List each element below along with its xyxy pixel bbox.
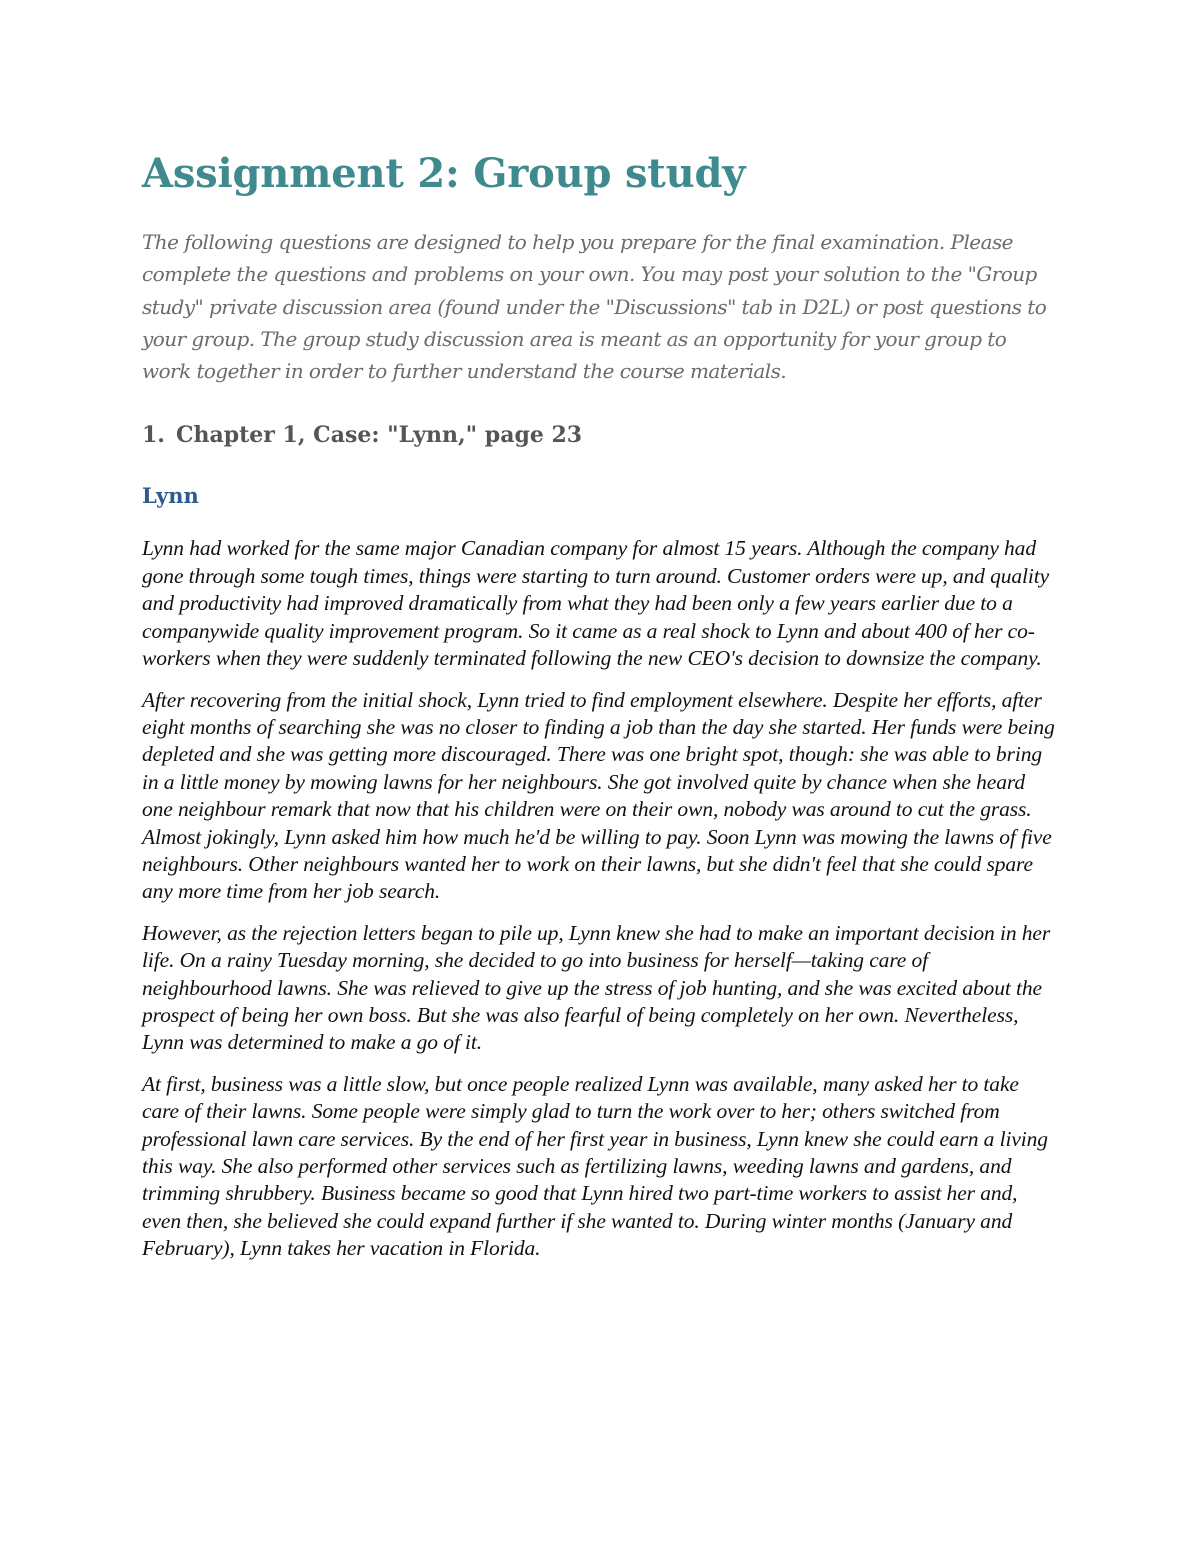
question-text: Chapter 1, Case: "Lynn," page 23 xyxy=(176,422,583,449)
case-paragraph: At first, business was a little slow, but once people realized Lynn was available, many asked her to take care of their lawns. Some people were simply glad to turn the work over to her; others switched from professional lawn care services. By the end of her first year in business, Lynn knew she could earn a living this way. She also performed other services such as fertilizing lawns, weeding lawns and gardens, and trimming shrubbery. Business became so good that Lynn hired two part-time workers to assist her and, even then, she believed she could expand further if she wanted to. During winter months (January and February), Lynn takes her vacation in Florida. xyxy=(142,1071,1048,1261)
document-page xyxy=(142,140,1060,1277)
question-number: 1. xyxy=(142,422,165,449)
case-paragraph: However, as the rejection letters began to pile up, Lynn knew she had to make an important decision in her life. On a rainy Tuesday morning, she decided to go into business for herself—taking care of neighbourhood lawns. She was relieved to give up the stress of job hunting, and she was excited about the prospect of being her own boss. But she was also fearful of being completely on her own. Nevertheless, Lynn was determined to make a go of it. xyxy=(142,920,1051,1055)
case-paragraph: After recovering from the initial shock, Lynn tried to find employment elsewhere. Despite her efforts, after eight months of searching she was no closer to finding a job than the day she started. Her funds were being depleted and she was getting more discouraged. There was one bright spot, though: she was able to bring in a little money by mowing lawns for her neighbours. She got involved quite by chance when she heard one neighbour remark that now that his children were on their own, nobody was around to cut the grass. Almost jokingly, Lynn asked him how much he'd be willing to pay. Soon Lynn was mowing the lawns of five neighbours. Other neighbours wanted her to work on their lawns, but she didn't feel that she could spare any more time from her job search. xyxy=(142,687,1055,904)
case-paragraph: Lynn had worked for the same major Canadian company for almost 15 years. Although the company had gone through some tough times, things were starting to turn around. Customer orders were up, and quality and productivity had improved dramatically from what they had been only a few years earlier due to a companywide quality improvement program. So it came as a real shock to Lynn and about 400 of her co-workers when they were suddenly terminated following the new CEO's decision to downsize the company. xyxy=(142,536,1050,671)
case-body xyxy=(142,535,1060,1262)
page-title: Assignment 2: Group study xyxy=(142,150,746,197)
question-heading xyxy=(142,415,1060,455)
intro-paragraph: The following questions are designed to help you prepare for the final examination. Please complete the questions and problems on your own. You may post your solution to the "Group study" private discussion area (found under the "Discussions" tab in D2L) or post questions to your group. The group study discussion area is meant as an opportunity for your group to work together in order to further understand the course materials. xyxy=(142,230,1047,384)
case-heading: Lynn xyxy=(142,483,199,509)
